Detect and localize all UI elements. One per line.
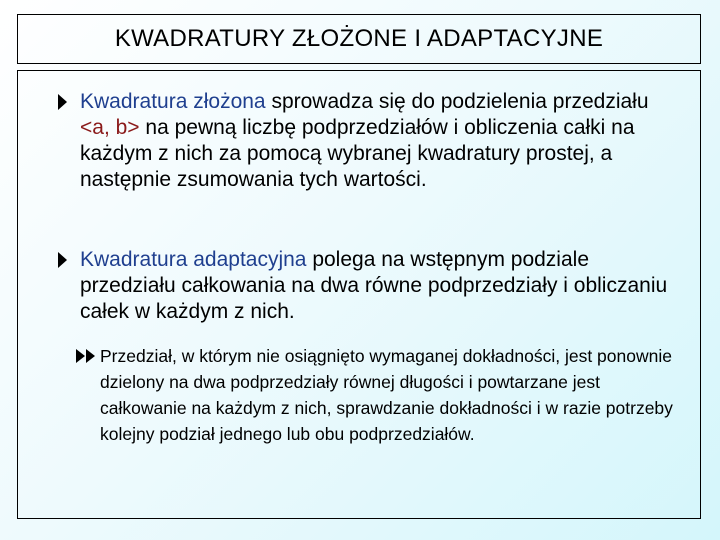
slide-title-box (17, 14, 701, 64)
double-triangle-bullet-icon (76, 349, 96, 363)
sub-bullet-text: Przedział, w którym nie osiągnięto wymaganej dokładności, jest ponownie dzielony na dwa podprzedziały równej długości i powtarzane jest całkowanie na każdym z nich, sprawdzanie dokładności i w razie potrzeby kolejny podział jednego lub obu podprzedziałów. (100, 346, 673, 444)
bullet-text (58, 89, 678, 193)
bullet-composite-quadrature (58, 89, 678, 193)
slide-title: KWADRATURY ZŁOŻONE I ADAPTACYJNE (114, 25, 604, 52)
bullet1-part1: sprowadza się do podzielenia przedziału (265, 90, 649, 113)
term-composite: Kwadratura złożona (80, 90, 266, 113)
triangle-bullet-icon (58, 252, 67, 268)
triangle-bullet-icon (58, 94, 67, 110)
interval-ab: <a, b> (80, 116, 140, 139)
bullet-text (58, 247, 678, 325)
term-adaptive: Kwadratura adaptacyjna (80, 248, 307, 271)
sub-bullet (76, 343, 676, 447)
content-box (17, 70, 701, 519)
bullet1-part2: na pewną liczbę podprzedziałów i obliczenia całki na każdym z nich za pomocą wybranej kwadratury prostej, a następnie zsumowania tych wartości. (80, 116, 635, 191)
bullet-adaptive-quadrature (58, 247, 678, 325)
bullet2-rest: polega na wstępnym podziale przedziału całkowania na dwa równe podprzedziały i obliczaniu całek w każdym z nich. (80, 248, 668, 323)
